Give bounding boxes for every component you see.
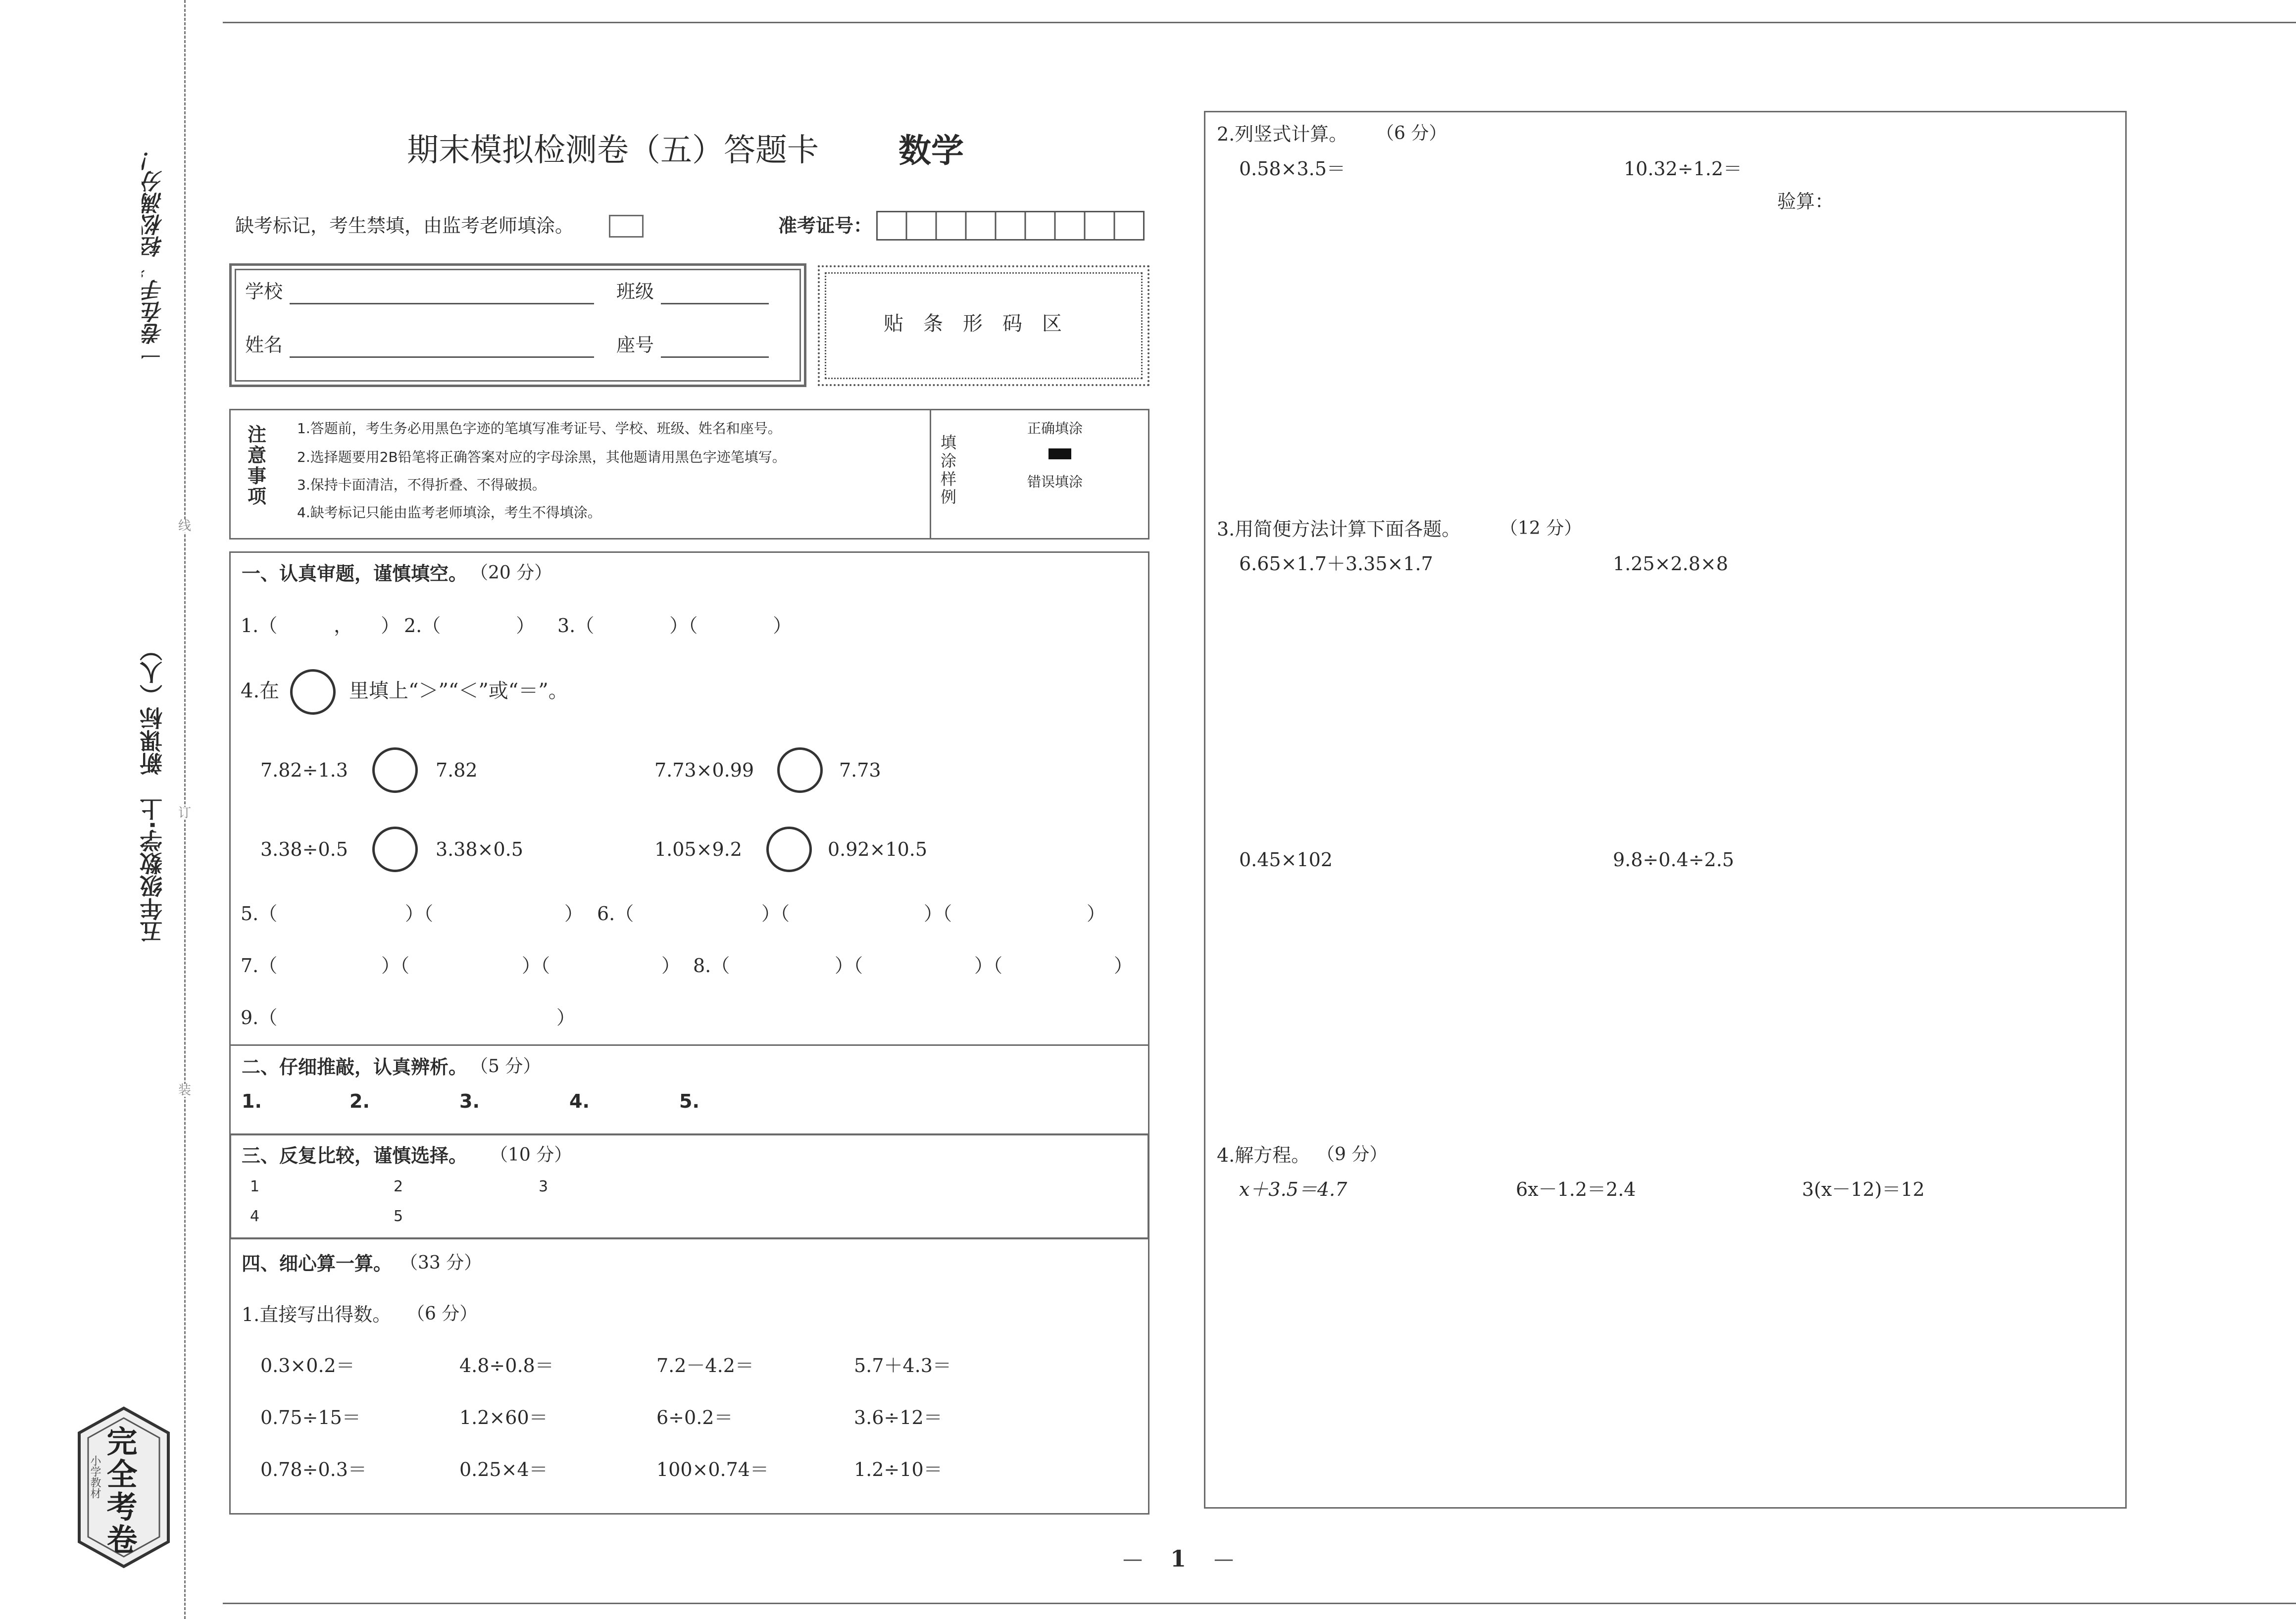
q4-instruction: 里填上“＞”“＜”或“＝”。 [349,680,568,702]
compare-right: 7.73 [839,759,881,781]
note-item: 2.选择题要用2B铅笔将正确答案对应的字母涂黑，其他题请用黑色字迹笔填写。 [297,449,786,465]
q5-answer[interactable]: ）（ [405,903,434,925]
brand-logo [74,1406,173,1569]
q8-answer[interactable]: ）（ [974,955,1003,977]
q6-answer[interactable]: 6.（ [597,903,634,925]
section1-title: 一、认真审题，谨慎填空。 [242,563,468,585]
cut-label: 装 [178,1083,192,1098]
section3-score: （10 分） [490,1145,572,1165]
name-field[interactable] [290,356,594,358]
q3-answer[interactable]: 3.（ ）（ ） [557,615,792,637]
section-divider [229,1044,1149,1046]
choice-item[interactable]: 5 [394,1208,403,1225]
page-dash-left: — [1123,1548,1143,1570]
q5-answer[interactable]: ） [564,903,584,925]
spine-subtitle: 五年级数学·上 新课标（人） [139,638,166,943]
top-rule [223,22,2296,23]
tf-item[interactable]: 4. [569,1090,590,1112]
name-label: 姓名 [245,334,283,356]
equation[interactable]: x＋3.5＝4.7 [1239,1178,1348,1200]
section4-title: 四、细心算一算。 [242,1253,393,1275]
direct-calc[interactable]: 100×0.74＝ [656,1459,769,1480]
direct-calc[interactable]: 6÷0.2＝ [656,1407,733,1428]
q9-answer[interactable]: 9.（ [241,1007,278,1029]
q4-title: 4.解方程。 [1217,1144,1310,1166]
q7-answer[interactable]: ）（ [381,955,410,977]
q2-problem-a[interactable]: 0.58×3.5＝ [1239,158,1346,180]
direct-calc[interactable]: 4.8÷0.8＝ [459,1355,554,1376]
seat-label: 座号 [616,334,654,356]
section3-title: 三、反复比较，谨慎选择。 [242,1145,468,1167]
q7-answer[interactable]: 7.（ [241,955,278,977]
tf-item[interactable]: 1. [242,1090,262,1112]
q7-answer[interactable]: ）（ [522,955,550,977]
page-dash-right: — [1214,1548,1234,1570]
note-item: 4.缺考标记只能由监考老师填涂，考生不得填涂。 [297,504,601,521]
student-info-inner [235,269,801,382]
equation[interactable]: 3(x－12)＝12 [1802,1178,1925,1200]
seat-field[interactable] [661,356,769,358]
tf-item[interactable]: 5. [679,1090,699,1112]
tf-item[interactable]: 2. [349,1090,370,1112]
page-title: 期末模拟检测卷（五）答题卡 [407,132,819,169]
compare-circle[interactable] [777,747,823,793]
q1-answer[interactable]: 1.（ ， ） [241,615,400,637]
q6-answer[interactable]: ）（ [924,903,952,925]
right-answer-area [1204,111,2127,1509]
compare-right: 3.38×0.5 [436,838,523,860]
exam-no-label: 准考证号： [778,215,873,237]
q9-answer[interactable]: ） [556,1007,576,1029]
example-circle [290,669,336,715]
q6-answer[interactable]: ） [1087,903,1106,925]
choice-item[interactable]: 3 [539,1178,549,1195]
q8-answer[interactable]: 8.（ [693,955,730,977]
notes-heading: 注意事项 [248,424,267,508]
student-info-box [229,263,806,387]
note-item: 1.答题前，考生务必用黑色字迹的笔填写准考证号、学校、班级、姓名和座号。 [297,420,782,437]
compare-left: 7.73×0.99 [654,759,754,781]
compare-right: 7.82 [436,759,478,781]
notes-divider [930,409,931,540]
section4-score: （33 分） [400,1253,482,1273]
compare-left: 3.38÷0.5 [260,838,348,860]
compare-circle[interactable] [766,827,812,872]
direct-calc[interactable]: 1.2×60＝ [459,1407,548,1428]
subject-title: 数学 [898,132,964,170]
absent-mark-box[interactable] [609,215,644,238]
q4-prefix: 4.在 [241,680,280,702]
correct-fill-sample [1048,448,1071,459]
direct-calc[interactable]: 0.75÷15＝ [260,1407,361,1428]
note-item: 3.保持卡面清洁，不得折叠、不得破损。 [297,477,546,493]
page-number: 1 [1170,1545,1187,1572]
exam-no-boxes[interactable] [876,211,1145,241]
direct-calc[interactable]: 3.6÷12＝ [854,1407,943,1428]
direct-calc[interactable]: 7.2－4.2＝ [656,1355,754,1376]
q3-problem[interactable]: 1.25×2.8×8 [1613,553,1728,575]
q8-answer[interactable]: ） [1114,955,1133,977]
q2-check-label: 验算： [1777,191,1834,212]
direct-calc[interactable]: 0.25×4＝ [459,1459,548,1480]
q3-problem[interactable]: 0.45×102 [1239,849,1333,871]
logo-text: 完全考卷 [101,1425,138,1556]
absent-note: 缺考标记，考生禁填，由监考老师填涂。 [235,215,574,237]
q3-problem[interactable]: 9.8÷0.4÷2.5 [1613,849,1734,871]
cut-label: 订 [178,806,192,821]
compare-circle[interactable] [372,827,418,872]
q6-answer[interactable]: ）（ [761,903,790,925]
q3-title: 3.用简便方法计算下面各题。 [1217,518,1461,540]
q2-answer[interactable]: 2.（ ） [404,615,535,637]
q2-score: （6 分） [1376,123,1447,144]
compare-right: 0.92×10.5 [828,838,928,860]
choice-item[interactable]: 2 [394,1178,403,1195]
direct-calc[interactable]: 1.2÷10＝ [854,1459,943,1480]
q3-score: （12 分） [1500,518,1582,539]
cut-label: 线 [178,519,192,534]
q8-answer[interactable]: ）（ [835,955,863,977]
school-field[interactable] [290,303,594,304]
q4-score: （9 分） [1317,1144,1388,1165]
section4-sub1: 1.直接写出得数。 [242,1304,392,1325]
correct-fill-label: 正确填涂 [1027,420,1083,437]
q7-answer[interactable]: ） [661,955,681,977]
equation[interactable]: 6x－1.2＝2.4 [1516,1178,1636,1200]
barcode-label: 贴 条 形 码 区 [884,312,1062,335]
section4-sub1-score: （6 分） [407,1304,478,1324]
direct-calc[interactable]: 0.78÷0.3＝ [260,1459,367,1480]
section2-title: 二、仔细推敲，认真辨析。 [242,1056,468,1078]
spine-slogan: 一卷在手，轻松满分！ [142,148,167,366]
compare-left: 7.82÷1.3 [260,759,348,781]
q2-problem-b[interactable]: 10.32÷1.2＝ [1624,158,1743,180]
sample-heading: 填涂样例 [941,433,957,507]
class-field[interactable] [661,303,769,304]
direct-calc[interactable]: 0.3×0.2＝ [260,1355,355,1376]
compare-circle[interactable] [372,747,418,793]
section1-score: （20 分） [470,563,552,583]
bottom-rule [223,1603,2296,1604]
school-label: 学校 [245,281,283,302]
q2-title: 2.列竖式计算。 [1217,123,1348,145]
direct-calc[interactable]: 5.7＋4.3＝ [854,1355,951,1376]
wrong-fill-label: 错误填涂 [1027,474,1083,490]
class-label: 班级 [616,281,654,302]
choice-item[interactable]: 4 [250,1208,260,1225]
section2-score: （5 分） [470,1056,541,1077]
q5-answer[interactable]: 5.（ [241,903,278,925]
choice-item[interactable]: 1 [250,1178,260,1195]
tf-item[interactable]: 3. [459,1090,480,1112]
compare-left: 1.05×9.2 [654,838,742,860]
logo-small: 小学教材 [89,1455,101,1499]
q3-problem[interactable]: 6.65×1.7＋3.35×1.7 [1239,553,1433,575]
